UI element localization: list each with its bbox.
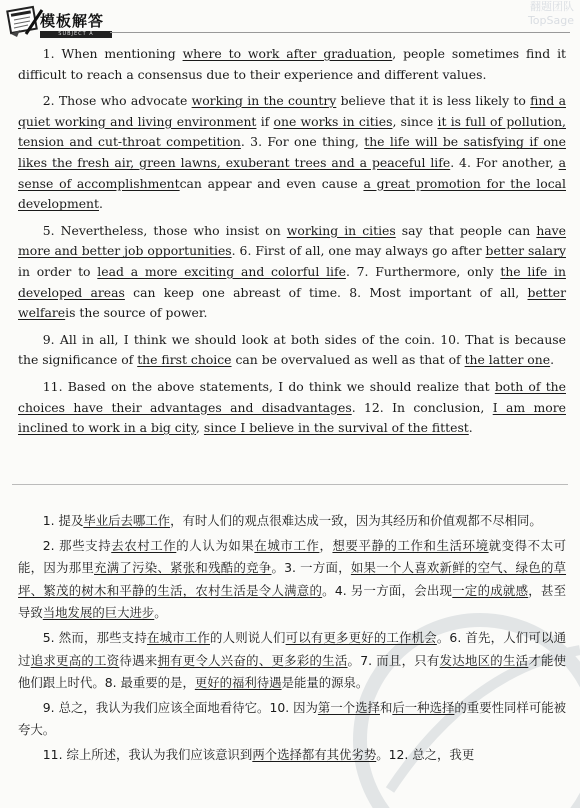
en-paragraph-4 xyxy=(18,330,566,371)
text-segment: ，有时人们的观点很难达成一致，因为其经历和价值观都不尽相同。 xyxy=(170,513,542,528)
underlined-phrase: 在城市工作 xyxy=(146,629,210,645)
text-segment: can keep one abreast of time. 8. Most important of all, xyxy=(124,284,528,300)
text-segment: can be overvalued as well as that of xyxy=(231,352,465,368)
underlined-phrase: it is full of pollution, tension and cut-throat competition xyxy=(18,113,566,150)
text-segment: can appear and even cause xyxy=(179,175,364,191)
underlined-phrase: 第一个选择 xyxy=(317,699,380,715)
underlined-phrase: where to work after graduation xyxy=(182,46,393,61)
text-segment: 5. 然而，那些支持 xyxy=(42,629,147,645)
underlined-phrase: 毕业后去哪工作 xyxy=(83,513,171,528)
section-title: 模板解答 xyxy=(40,12,105,30)
watermark xyxy=(528,0,574,28)
text-segment: . 12. In conclusion, xyxy=(351,399,493,415)
text-segment: 11. Based on the above statements, I do think we should realize that xyxy=(42,378,495,394)
underlined-phrase: a sense of accomplishment xyxy=(18,154,566,191)
text-segment: 就变得不太可能，因为那里 xyxy=(18,537,567,576)
underlined-phrase: 充满了污染、紧张和残酷的竞争 xyxy=(94,560,272,576)
text-segment: 待遇来 xyxy=(119,652,158,668)
text-segment: , since xyxy=(392,113,438,129)
text-segment: in order to xyxy=(18,263,98,279)
text-segment: if xyxy=(256,113,274,129)
underlined-phrase: 追求更高的工资 xyxy=(30,652,120,668)
chinese-translation xyxy=(18,510,566,767)
underlined-phrase: a great promotion for the local development xyxy=(18,175,566,212)
text-segment: 。 xyxy=(154,605,167,621)
text-segment: ，甚至导致 xyxy=(18,582,567,621)
underlined-phrase: 后一种选择 xyxy=(392,699,455,715)
underlined-phrase: working in cities xyxy=(286,222,396,238)
text-segment: 的人则说人们 xyxy=(210,629,286,645)
text-segment: 2. Those who advocate xyxy=(42,93,192,109)
text-segment: 。4. 另一方面，会出现 xyxy=(322,582,453,598)
text-segment: 11. 综上所述，我认为我们应该意识到 xyxy=(42,746,253,762)
text-segment: 。6. 首先，人们可以通过 xyxy=(18,629,567,668)
text-segment: believe that it is less likely to xyxy=(336,93,531,109)
underlined-phrase: find a quiet working and living environment xyxy=(18,93,566,129)
watermark-line-2: TopSage xyxy=(527,14,574,27)
en-paragraph-5 xyxy=(18,377,566,439)
underlined-phrase: better salary xyxy=(485,243,566,259)
text-segment: . 4. For another, xyxy=(450,154,559,170)
underlined-phrase: better welfare xyxy=(18,284,566,321)
underlined-phrase: 发达地区的生活 xyxy=(439,652,529,668)
text-segment: , people sometimes find it difficult to reach a consensus due to their experience and different values. xyxy=(18,46,567,82)
underlined-phrase: 在城市工作 xyxy=(254,537,320,553)
zh-paragraph-1 xyxy=(18,510,566,533)
underlined-phrase: 可以有更多更好的工作机会 xyxy=(285,629,437,645)
section-subtitle-bar: SUBJECT A xyxy=(40,31,112,38)
header-rule xyxy=(110,32,570,33)
underlined-phrase: 拥有更令人兴奋的、更多彩的生活 xyxy=(157,652,348,668)
underlined-phrase: I am more inclined to work in a big city xyxy=(18,399,566,436)
section-divider xyxy=(12,484,568,485)
text-segment: is the source of power. xyxy=(65,305,208,321)
text-segment: . 7. Furthermore, only xyxy=(345,263,501,279)
section-header xyxy=(6,2,156,42)
underlined-phrase: the first choice xyxy=(137,352,232,368)
watermark-line-1: 翻题团队 xyxy=(530,0,574,13)
zh-paragraph-3 xyxy=(18,627,566,695)
underlined-phrase: working in the country xyxy=(191,93,337,109)
text-segment: 1. When mentioning xyxy=(42,46,183,61)
underlined-phrase: lead a more exciting and colorful life xyxy=(97,263,346,279)
text-segment: 的重要性同样可能被夸大。 xyxy=(18,699,567,738)
underlined-phrase: both of the choices have their advantages and disadvantages xyxy=(18,378,566,415)
text-segment: . xyxy=(99,196,103,212)
underlined-phrase: 想要平静的工作和生活环境 xyxy=(332,537,489,553)
text-segment: 和 xyxy=(379,699,393,715)
text-segment: 2. 那些支持 xyxy=(42,537,112,553)
text-segment: . 3. For one thing, xyxy=(240,134,365,150)
underlined-phrase: the life will be satisfying if one likes the fresh air, green lawns, exuberant trees and a peaceful life xyxy=(18,134,566,170)
underlined-phrase: the life in developed areas xyxy=(18,263,566,300)
english-model-answer xyxy=(18,44,566,439)
text-segment: ， xyxy=(319,537,333,553)
en-paragraph-1 xyxy=(18,44,566,85)
text-segment: 1. 提及 xyxy=(42,513,84,528)
text-segment: . xyxy=(468,420,473,436)
text-segment: 9. 总之，我认为我们应该全面地看待它。10. 因为 xyxy=(42,699,318,715)
text-segment: 。3. 一方面， xyxy=(271,560,351,576)
zh-paragraph-4 xyxy=(18,697,566,742)
text-segment: 。7. 而且，只有 xyxy=(347,652,440,668)
text-segment: . 6. First of all, one may always go after xyxy=(231,243,486,259)
text-segment: 的人认为如果 xyxy=(176,537,255,553)
text-segment: , xyxy=(196,420,204,436)
underlined-phrase: the latter one xyxy=(464,352,551,368)
text-segment: say that people can xyxy=(395,222,537,238)
underlined-phrase: 去农村工作 xyxy=(111,537,177,553)
underlined-phrase: 如果一个人喜欢新鲜的空气、绿色的草坪、繁茂的树木和平静的生活，农村生活是令人满意的 xyxy=(18,560,567,598)
underlined-phrase: 当地发展的巨大进步 xyxy=(42,605,155,621)
en-paragraph-2 xyxy=(18,91,566,215)
underlined-phrase: since I believe in the survival of the fittest xyxy=(203,420,469,436)
text-segment: 。12. 总之，我更 xyxy=(376,746,475,762)
underlined-phrase: 更好的福利待遇 xyxy=(194,675,282,691)
text-segment: . xyxy=(550,352,555,368)
text-segment: 5. Nevertheless, those who insist on xyxy=(42,222,287,238)
zh-paragraph-5 xyxy=(18,744,566,767)
underlined-phrase: one works in cities xyxy=(273,113,393,129)
en-paragraph-3 xyxy=(18,221,566,324)
zh-paragraph-2 xyxy=(18,535,566,625)
text-segment: 才能使他们跟上时代。8. 最重要的是， xyxy=(18,652,567,691)
text-segment: 是能量的源泉。 xyxy=(281,675,369,691)
underlined-phrase: have more and better job opportunities xyxy=(18,222,567,259)
underlined-phrase: 两个选择都有其优劣势 xyxy=(252,746,377,762)
text-segment: 9. All in all, I think we should look at both sides of the coin. 10. That is because the significance of xyxy=(18,331,566,368)
underlined-phrase: 一定的成就感 xyxy=(452,582,529,598)
